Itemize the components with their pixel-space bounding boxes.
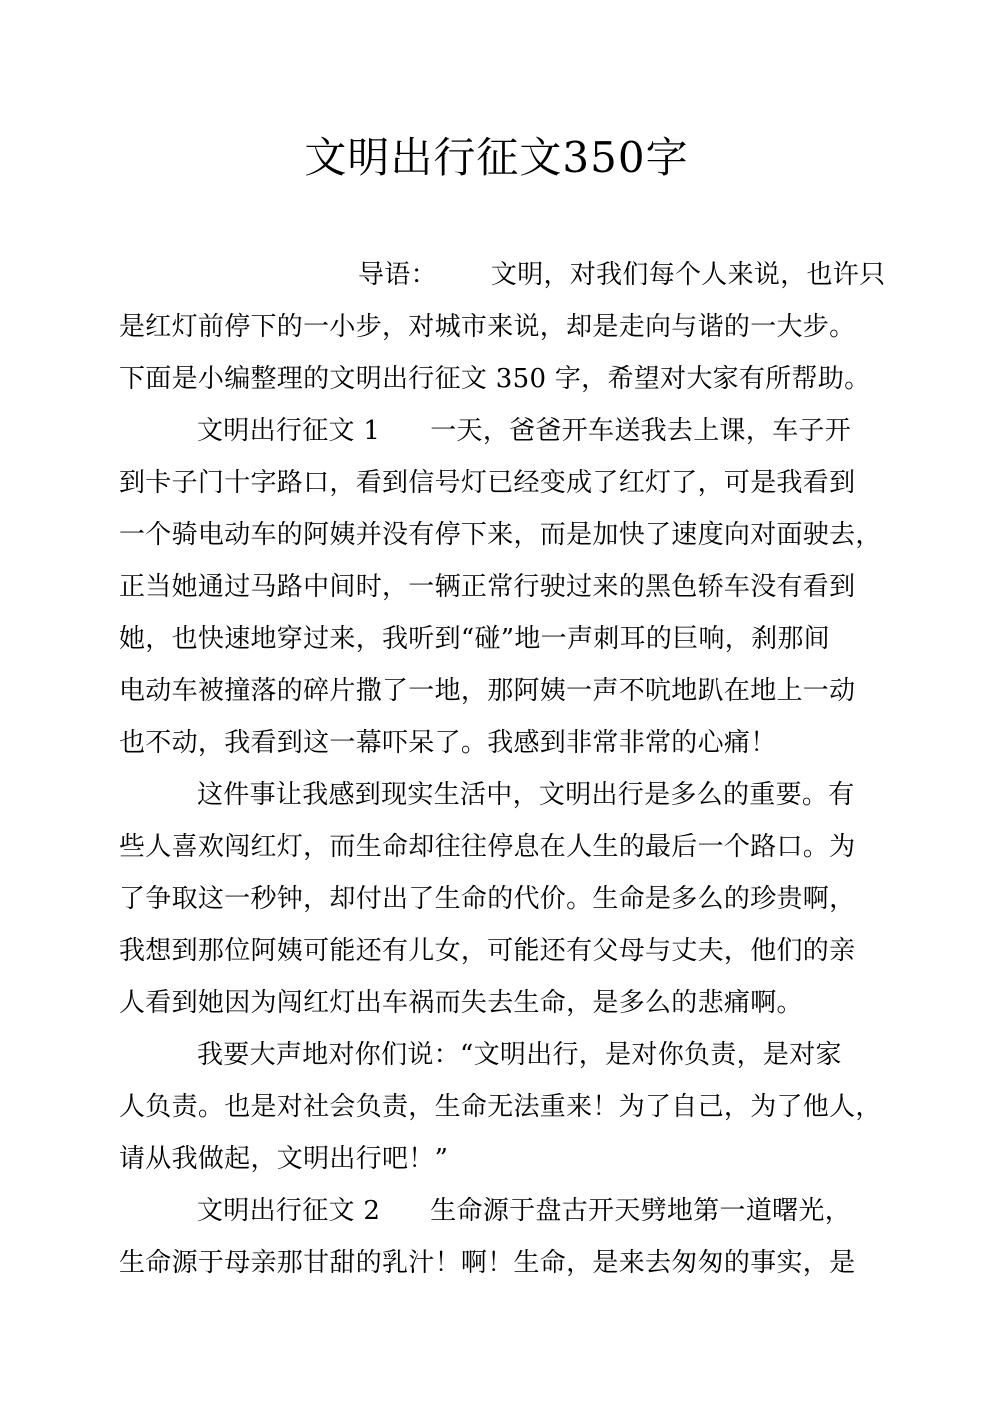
text-line: 了争取这一秒钟，却付出了生命的代价。生命是多么的珍贵啊， xyxy=(119,884,856,914)
text-line: 人负责。也是对社会负责，生命无法重来！为了自己，为了他人， xyxy=(119,1092,882,1122)
text-line: 下面是小编整理的文明出行征文 350 字，希望对大家有所帮助。 xyxy=(119,364,871,394)
intro-label: 导语： xyxy=(358,260,437,290)
text-line: 到卡子门十字路口，看到信号灯已经变成了红灯了，可是我看到 xyxy=(119,468,856,498)
essay2-heading: 文明出行征文 2 xyxy=(197,1196,381,1226)
text-line: 我想到那位阿姨可能还有儿女，可能还有父母与丈夫，他们的亲 xyxy=(119,936,856,966)
text-line: 正当她通过马路中间时，一辆正常行驶过来的黑色轿车没有看到 xyxy=(119,572,856,602)
text-line: 一个骑电动车的阿姨并没有停下来，而是加快了速度向对面驶去， xyxy=(119,520,882,550)
essay1-first-line xyxy=(197,414,851,448)
text-line: 是红灯前停下的一小步，对城市来说，却是走向与谐的一大步。 xyxy=(119,312,856,342)
text-line: 生命源于母亲那甘甜的乳汁！啊！生命，是来去匆匆的事实，是 xyxy=(119,1248,856,1278)
essay1-heading: 文明出行征文 1 xyxy=(197,416,381,446)
intro-first-line xyxy=(358,258,885,292)
text-line: 些人喜欢闯红灯，而生命却往往停息在人生的最后一个路口。为 xyxy=(119,832,856,862)
text-line: 我要大声地对你们说：“文明出行，是对你负责，是对家 xyxy=(197,1040,842,1070)
text-line: 这件事让我感到现实生活中，文明出行是多么的重要。有 xyxy=(197,780,855,810)
essay2-text: 生命源于盘古开天劈地第一道曙光， xyxy=(430,1196,852,1226)
text-line: 也不动，我看到这一幕吓呆了。我感到非常非常的心痛！ xyxy=(119,728,777,758)
page-title: 文明出行征文350字 xyxy=(304,133,689,182)
intro-text: 文明，对我们每个人来说，也许只 xyxy=(490,260,886,290)
essay1-text: 一天，爸爸开车送我去上课，车子开 xyxy=(430,416,852,446)
text-line: 她，也快速地穿过来，我听到“碰”地一声刺耳的巨响，刹那间 xyxy=(119,624,830,654)
text-line: 人看到她因为闯红灯出车祸而失去生命，是多么的悲痛啊。 xyxy=(119,988,803,1018)
text-line: 电动车被撞落的碎片撒了一地，那阿姨一声不吭地趴在地上一动 xyxy=(119,676,856,706)
essay2-first-line xyxy=(197,1194,851,1228)
text-line: 请从我做起，文明出行吧！” xyxy=(119,1144,449,1174)
